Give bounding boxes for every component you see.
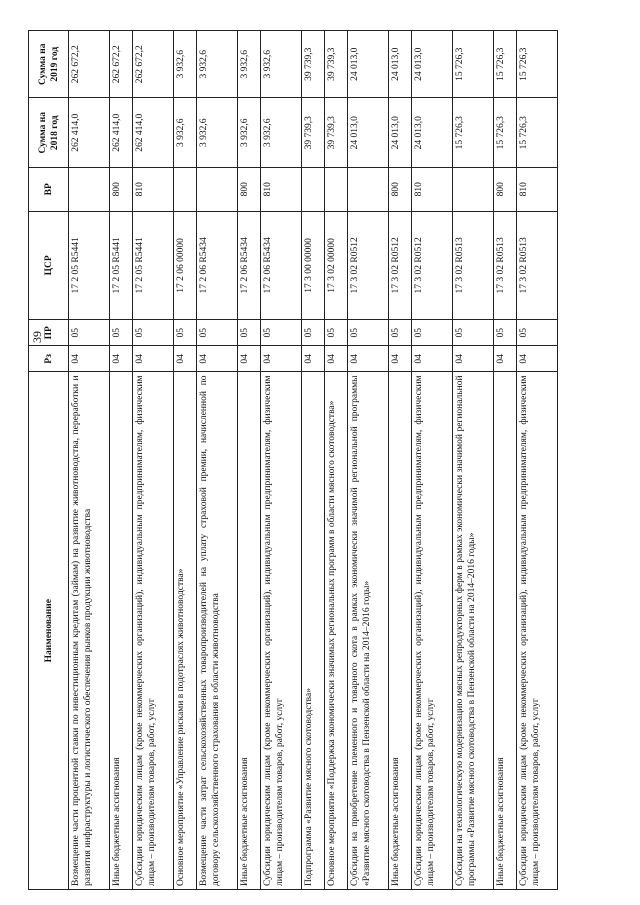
cell-sum-2019: 262 672,2 — [110, 31, 133, 98]
header-name: Наименование — [29, 372, 69, 890]
cell-sum-2018: 24 013,0 — [347, 98, 388, 168]
cell-vr — [452, 168, 493, 211]
table-row — [324, 31, 347, 890]
cell-sum-2018: 262 414,0 — [132, 98, 173, 168]
cell-sum-2019: 3 932,6 — [196, 31, 237, 98]
table-row — [388, 31, 411, 890]
cell-sum-2018: 262 414,0 — [110, 98, 133, 168]
cell-sum-2018: 15 726,3 — [516, 98, 557, 168]
cell-name: Иные бюджетные ассигнования — [388, 372, 411, 890]
cell-vr — [69, 168, 110, 211]
cell-vr: 800 — [110, 168, 133, 211]
cell-vr: 810 — [516, 168, 557, 211]
table-row — [110, 31, 133, 890]
header-vr: ВР — [29, 168, 69, 211]
cell-sum-2019: 3 932,6 — [238, 31, 261, 98]
table-row — [516, 31, 557, 890]
cell-rz: 04 — [196, 346, 237, 372]
cell-rz: 04 — [174, 346, 197, 372]
cell-vr: 810 — [411, 168, 452, 211]
cell-sum-2019: 24 013,0 — [411, 31, 452, 98]
header-sum-2019: Сумма на 2019 год — [29, 31, 69, 98]
cell-rz: 04 — [493, 346, 516, 372]
cell-pr: 05 — [69, 320, 110, 346]
cell-pr: 05 — [260, 320, 301, 346]
cell-rz: 04 — [69, 346, 110, 372]
cell-name: Основное мероприятие «Управление рисками в подотраслях животноводства» — [174, 372, 197, 890]
cell-name: Иные бюджетные ассигнования — [493, 372, 516, 890]
cell-sum-2019: 39 739,3 — [302, 31, 325, 98]
cell-csr: 17 3 02 R0512 — [411, 211, 452, 320]
cell-sum-2018: 15 726,3 — [452, 98, 493, 168]
cell-pr: 05 — [516, 320, 557, 346]
table-row — [452, 31, 493, 890]
cell-pr: 05 — [324, 320, 347, 346]
table-row — [238, 31, 261, 890]
cell-name: Возмещение части процентной ставки по инвестиционным кредитам (займам) на развитие животноводства, переработки и развития инфраструктуры и логистического обеспечения рынков продукции животноводства — [69, 372, 110, 890]
header-csr: ЦСР — [29, 211, 69, 320]
cell-rz: 04 — [260, 346, 301, 372]
cell-name: Субсидии на приобретение племенного и товарного скота в рамках экономически значимой региональной программы «Развитие мясного скотоводства в Пензенской области на 2014–2016 годы» — [347, 372, 388, 890]
table-header-row — [29, 31, 69, 890]
cell-csr: 17 3 02 R0512 — [347, 211, 388, 320]
cell-csr: 17 3 02 R0513 — [493, 211, 516, 320]
cell-sum-2018: 24 013,0 — [411, 98, 452, 168]
cell-csr: 17 2 06 R5434 — [238, 211, 261, 320]
cell-sum-2018: 39 739,3 — [302, 98, 325, 168]
cell-sum-2019: 24 013,0 — [388, 31, 411, 98]
cell-name: Подпрограмма «Развитие мясного скотоводства» — [302, 372, 325, 890]
cell-vr: 800 — [238, 168, 261, 211]
cell-csr: 17 3 00 00000 — [302, 211, 325, 320]
cell-sum-2018: 3 932,6 — [238, 98, 261, 168]
table-row — [411, 31, 452, 890]
cell-sum-2019: 3 932,6 — [260, 31, 301, 98]
cell-name: Основное мероприятие «Поддержка экономически значимых региональных программ в области мясного скотоводства» — [324, 372, 347, 890]
cell-csr: 17 2 06 00000 — [174, 211, 197, 320]
cell-rz: 04 — [302, 346, 325, 372]
cell-vr — [324, 168, 347, 211]
cell-csr: 17 2 05 R5441 — [110, 211, 133, 320]
cell-name: Субсидии юридическим лицам (кроме некоммерческих организаций), индивидуальным предпринимателям, физическим лицам – производителям товаров, работ, услуг — [516, 372, 557, 890]
cell-sum-2019: 3 932,6 — [174, 31, 197, 98]
cell-pr: 05 — [132, 320, 173, 346]
cell-sum-2018: 3 932,6 — [196, 98, 237, 168]
cell-vr — [196, 168, 237, 211]
cell-rz: 04 — [452, 346, 493, 372]
cell-sum-2018: 3 932,6 — [174, 98, 197, 168]
cell-rz: 04 — [347, 346, 388, 372]
cell-csr: 17 2 05 R5441 — [69, 211, 110, 320]
cell-vr: 800 — [388, 168, 411, 211]
cell-rz: 04 — [411, 346, 452, 372]
cell-vr: 810 — [132, 168, 173, 211]
cell-sum-2018: 39 739,3 — [324, 98, 347, 168]
cell-pr: 05 — [411, 320, 452, 346]
cell-pr: 05 — [347, 320, 388, 346]
table-body — [69, 31, 558, 890]
cell-rz: 04 — [324, 346, 347, 372]
header-pr: ПР — [29, 320, 69, 346]
cell-sum-2018: 3 932,6 — [260, 98, 301, 168]
header-rz: Рз — [29, 346, 69, 372]
cell-pr: 05 — [174, 320, 197, 346]
cell-pr: 05 — [110, 320, 133, 346]
cell-sum-2018: 262 414,0 — [69, 98, 110, 168]
budget-table — [28, 30, 558, 890]
cell-sum-2019: 262 672,2 — [132, 31, 173, 98]
cell-pr: 05 — [196, 320, 237, 346]
page-number: 39 — [30, 331, 44, 343]
cell-csr: 17 3 02 R0513 — [452, 211, 493, 320]
cell-vr: 800 — [493, 168, 516, 211]
cell-vr — [302, 168, 325, 211]
cell-pr: 05 — [302, 320, 325, 346]
table-row — [260, 31, 301, 890]
cell-pr: 05 — [452, 320, 493, 346]
cell-name: Субсидии юридическим лицам (кроме некоммерческих организаций), индивидуальным предпринимателям, физическим лицам – производителям товаров, работ, услуг — [132, 372, 173, 890]
cell-name: Иные бюджетные ассигнования — [238, 372, 261, 890]
cell-rz: 04 — [132, 346, 173, 372]
cell-pr: 05 — [388, 320, 411, 346]
cell-sum-2019: 15 726,3 — [493, 31, 516, 98]
cell-pr: 05 — [493, 320, 516, 346]
cell-rz: 04 — [516, 346, 557, 372]
cell-name: Субсидии юридическим лицам (кроме некоммерческих организаций), индивидуальным предпринимателям, физическим лицам – производителям товаров, работ, услуг — [260, 372, 301, 890]
table-row — [347, 31, 388, 890]
header-sum-2018: Сумма на 2018 год — [29, 98, 69, 168]
table-row — [493, 31, 516, 890]
cell-sum-2019: 15 726,3 — [516, 31, 557, 98]
rotated-page-content — [28, 30, 558, 890]
cell-csr: 17 3 02 R0512 — [388, 211, 411, 320]
table-row — [196, 31, 237, 890]
cell-sum-2019: 15 726,3 — [452, 31, 493, 98]
cell-sum-2018: 15 726,3 — [493, 98, 516, 168]
cell-name: Иные бюджетные ассигнования — [110, 372, 133, 890]
cell-name: Субсидии на технологическую модернизацию мясных репродукторных ферм в рамках экономически значимой региональной программы «Развитие мясного скотоводства в Пензенской области на 2014–2016 годы» — [452, 372, 493, 890]
cell-csr: 17 3 02 00000 — [324, 211, 347, 320]
cell-sum-2019: 262 672,2 — [69, 31, 110, 98]
cell-rz: 04 — [238, 346, 261, 372]
cell-csr: 17 3 02 R0513 — [516, 211, 557, 320]
cell-vr — [174, 168, 197, 211]
table-row — [302, 31, 325, 890]
cell-rz: 04 — [388, 346, 411, 372]
cell-rz: 04 — [110, 346, 133, 372]
cell-vr — [347, 168, 388, 211]
cell-sum-2019: 39 739,3 — [324, 31, 347, 98]
cell-sum-2018: 24 013,0 — [388, 98, 411, 168]
cell-csr: 17 2 06 R5434 — [196, 211, 237, 320]
cell-vr: 810 — [260, 168, 301, 211]
cell-pr: 05 — [238, 320, 261, 346]
table-row — [132, 31, 173, 890]
cell-csr: 17 2 06 R5434 — [260, 211, 301, 320]
cell-name: Возмещение части затрат сельскохозяйственных товаропроизводителей на уплату страховой премии, начисленной по договору сельскохозяйственного страхования в области животноводства — [196, 372, 237, 890]
cell-csr: 17 2 05 R5441 — [132, 211, 173, 320]
table-row — [174, 31, 197, 890]
table-row — [69, 31, 110, 890]
cell-name: Субсидии юридическим лицам (кроме некоммерческих организаций), индивидуальным предпринимателям, физическим лицам – производителям товаров, работ, услуг — [411, 372, 452, 890]
cell-sum-2019: 24 013,0 — [347, 31, 388, 98]
